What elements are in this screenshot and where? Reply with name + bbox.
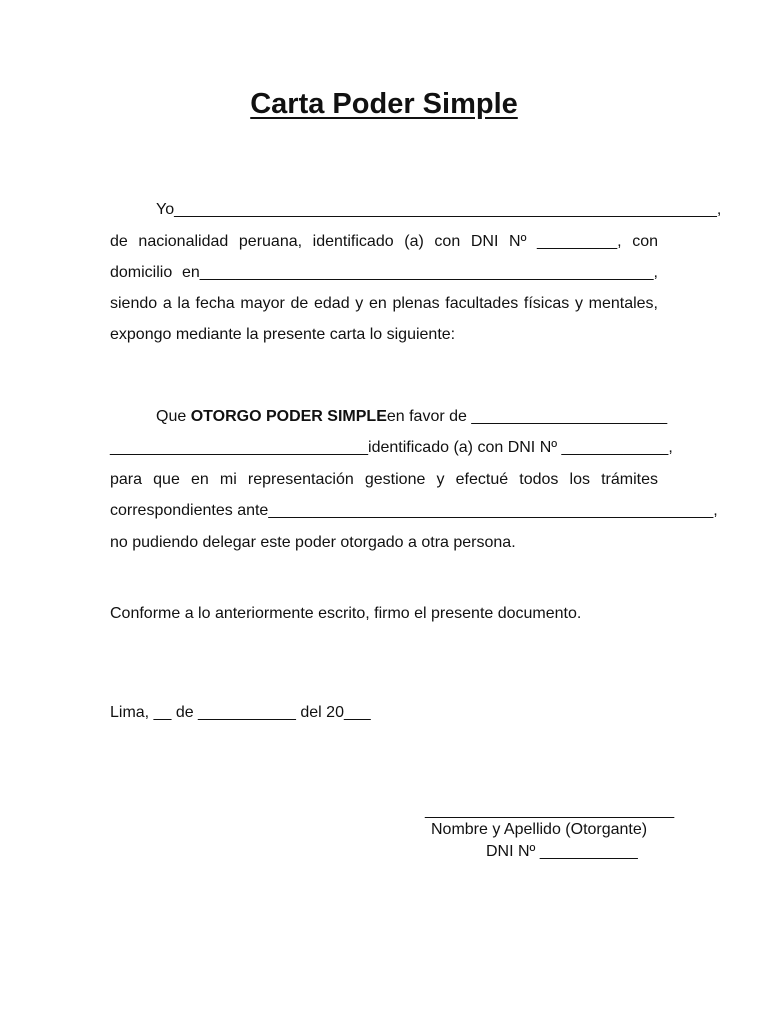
paragraph2-line4: correspondientes ante__________________________________________________, xyxy=(110,502,718,519)
signature-name-label: Nombre y Apellido (Otorgante) xyxy=(431,821,648,838)
paragraph2-bold-text: OTORGO PODER SIMPLE xyxy=(190,408,387,425)
paragraph2-line1 xyxy=(110,407,668,427)
paragraph1-line4: siendo a la fecha mayor de edad y en plenas facultades físicas y mentales, xyxy=(110,295,658,312)
paragraph2-suffix: en favor de ______________________ xyxy=(386,408,668,425)
paragraph2-line5: no pudiendo delegar este poder otorgado a otra persona. xyxy=(110,534,516,551)
paragraph1-line1: Yo_____________________________________________________________, xyxy=(156,201,722,218)
signature-dni-label: DNI Nº ___________ xyxy=(486,843,638,860)
paragraph2-line3: para que en mi representación gestione y efectué todos los trámites xyxy=(110,471,658,488)
paragraph2-prefix: Que xyxy=(156,408,191,425)
paragraph1-line2: de nacionalidad peruana, identificado (a) con DNI Nº _________, con xyxy=(110,233,658,250)
date-line: Lima, __ de ___________ del 20___ xyxy=(110,704,371,721)
paragraph2-line2: _____________________________identificado (a) con DNI Nº ____________, xyxy=(110,439,673,456)
signature-line: ____________________________ xyxy=(425,802,675,819)
document-title: Carta Poder Simple xyxy=(250,88,518,120)
paragraph1-line3: domicilio en___________________________________________________, xyxy=(110,264,658,281)
paragraph2-line1-lead xyxy=(156,407,387,427)
paragraph3: Conforme a lo anteriormente escrito, firmo el presente documento. xyxy=(110,605,582,622)
paragraph1-line5: expongo mediante la presente carta lo siguiente: xyxy=(110,326,456,343)
